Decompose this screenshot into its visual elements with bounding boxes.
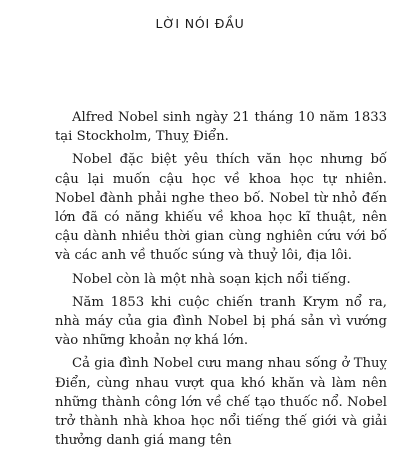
paragraph-bankruptcy: Năm 1853 khi cuộc chiến tranh Krym nổ ra, nhà máy của gia đình Nobel bị phá sản vì vướng vào những khoản nợ khá lớn. xyxy=(55,294,387,349)
paragraph-birth: Alfred Nobel sinh ngày 21 tháng 10 năm 1833 tại Stockholm, Thuỵ Điển. xyxy=(55,110,387,145)
page-title: LỜI NÓI ĐẦU xyxy=(155,16,245,31)
paragraph-education: Nobel đặc biệt yêu thích văn học nhưng bố cậu lại muốn cậu học về khoa học tự nhiên. Nobel đành phải nghe theo bố. Nobel từ nhỏ đến lớn đã có năng khiếu về khoa học kĩ thuật, nên cậu dành nhiều thời gian cùng nghiên cứu với bố và các anh về thuốc súng và thuỷ lôi, địa lôi. xyxy=(55,152,387,264)
paragraph-success: Cả gia đình Nobel cưu mang nhau sống ở Thuỵ Điển, cùng nhau vượt qua khó khăn và làm nên những thành công lớn về chế tạo thuốc nổ. Nobel trở thành nhà khoa học nổi tiếng thế giới và giải thưởng danh giá mang tên xyxy=(55,356,387,449)
paragraph-playwright: Nobel còn là một nhà soạn kịch nổi tiếng. xyxy=(72,271,351,287)
body-text xyxy=(55,108,387,454)
